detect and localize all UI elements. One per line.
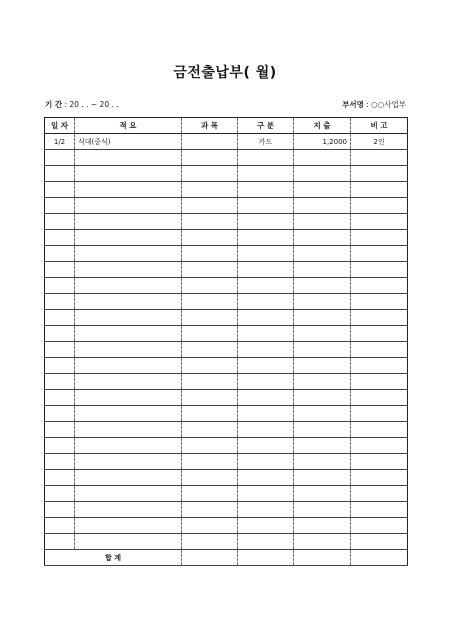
cell-expense[interactable] bbox=[294, 486, 351, 502]
cell-date[interactable] bbox=[45, 342, 75, 358]
cell-remarks[interactable]: 2인 bbox=[351, 134, 408, 150]
cell-date[interactable] bbox=[45, 294, 75, 310]
cell-category[interactable] bbox=[238, 182, 294, 198]
table-row bbox=[45, 166, 408, 182]
cell-remarks[interactable] bbox=[351, 486, 408, 502]
cell-expense[interactable] bbox=[294, 326, 351, 342]
cell-category[interactable] bbox=[238, 198, 294, 214]
total-cell bbox=[351, 550, 408, 566]
cell-category[interactable] bbox=[238, 374, 294, 390]
cell-date[interactable] bbox=[45, 438, 75, 454]
cell-date[interactable] bbox=[45, 230, 75, 246]
cell-remarks[interactable] bbox=[351, 470, 408, 486]
cell-description[interactable] bbox=[75, 294, 182, 310]
cell-date[interactable] bbox=[45, 246, 75, 262]
table-row bbox=[45, 358, 408, 374]
cell-description[interactable] bbox=[75, 342, 182, 358]
cell-remarks[interactable] bbox=[351, 406, 408, 422]
cell-description[interactable] bbox=[75, 470, 182, 486]
cell-category[interactable] bbox=[238, 166, 294, 182]
cell-description[interactable] bbox=[75, 214, 182, 230]
cell-account[interactable] bbox=[182, 374, 238, 390]
table-row bbox=[45, 374, 408, 390]
table-row bbox=[45, 422, 408, 438]
cell-expense[interactable] bbox=[294, 406, 351, 422]
table-row bbox=[45, 134, 408, 150]
cell-category[interactable] bbox=[238, 342, 294, 358]
cell-category[interactable] bbox=[238, 470, 294, 486]
cell-remarks[interactable] bbox=[351, 310, 408, 326]
header-expense: 지 출 bbox=[294, 118, 351, 134]
cell-remarks[interactable] bbox=[351, 150, 408, 166]
cell-account[interactable] bbox=[182, 390, 238, 406]
cell-date[interactable] bbox=[45, 454, 75, 470]
cell-category[interactable] bbox=[238, 278, 294, 294]
cell-expense[interactable] bbox=[294, 214, 351, 230]
cell-date[interactable] bbox=[45, 502, 75, 518]
total-cell bbox=[182, 550, 238, 566]
cell-expense[interactable] bbox=[294, 534, 351, 550]
cell-description[interactable] bbox=[75, 166, 182, 182]
cell-remarks[interactable] bbox=[351, 166, 408, 182]
cell-remarks[interactable] bbox=[351, 342, 408, 358]
cell-date[interactable] bbox=[45, 486, 75, 502]
cell-category[interactable] bbox=[238, 262, 294, 278]
cell-category[interactable] bbox=[238, 454, 294, 470]
cell-description[interactable] bbox=[75, 406, 182, 422]
cell-description[interactable] bbox=[75, 374, 182, 390]
department-label: 부서명 bbox=[342, 100, 364, 109]
cell-account[interactable] bbox=[182, 246, 238, 262]
cell-category[interactable] bbox=[238, 438, 294, 454]
table-row bbox=[45, 342, 408, 358]
cell-account[interactable] bbox=[182, 166, 238, 182]
table-row bbox=[45, 262, 408, 278]
cell-expense[interactable] bbox=[294, 262, 351, 278]
cell-remarks[interactable] bbox=[351, 534, 408, 550]
cell-expense[interactable] bbox=[294, 182, 351, 198]
cell-description[interactable] bbox=[75, 422, 182, 438]
cell-date[interactable] bbox=[45, 374, 75, 390]
table-row bbox=[45, 518, 408, 534]
cell-expense[interactable]: 1,2000 bbox=[294, 134, 351, 150]
cell-description[interactable] bbox=[75, 358, 182, 374]
header-account: 과 목 bbox=[182, 118, 238, 134]
cell-date[interactable] bbox=[45, 406, 75, 422]
cell-description[interactable] bbox=[75, 486, 182, 502]
cell-category[interactable] bbox=[238, 310, 294, 326]
cell-account[interactable] bbox=[182, 342, 238, 358]
cell-remarks[interactable] bbox=[351, 262, 408, 278]
cell-category[interactable] bbox=[238, 294, 294, 310]
cell-category[interactable] bbox=[238, 486, 294, 502]
cell-remarks[interactable] bbox=[351, 518, 408, 534]
cell-account[interactable] bbox=[182, 454, 238, 470]
cell-expense[interactable] bbox=[294, 246, 351, 262]
total-row bbox=[45, 550, 408, 566]
cell-category[interactable] bbox=[238, 518, 294, 534]
cell-description[interactable]: 식대(중식) bbox=[75, 134, 182, 150]
cell-expense[interactable] bbox=[294, 438, 351, 454]
cell-description[interactable] bbox=[75, 326, 182, 342]
table-row bbox=[45, 454, 408, 470]
cell-expense[interactable] bbox=[294, 470, 351, 486]
cell-category[interactable] bbox=[238, 534, 294, 550]
cell-category[interactable] bbox=[238, 150, 294, 166]
cell-account[interactable] bbox=[182, 486, 238, 502]
cell-description[interactable] bbox=[75, 454, 182, 470]
table-row bbox=[45, 470, 408, 486]
cell-date[interactable] bbox=[45, 310, 75, 326]
cell-remarks[interactable] bbox=[351, 198, 408, 214]
cell-description[interactable] bbox=[75, 278, 182, 294]
department-value: : ○○사업부 bbox=[366, 100, 406, 109]
period-field bbox=[45, 99, 119, 110]
cell-expense[interactable] bbox=[294, 502, 351, 518]
cell-date[interactable] bbox=[45, 182, 75, 198]
cell-expense[interactable] bbox=[294, 150, 351, 166]
table-row bbox=[45, 198, 408, 214]
cell-date[interactable] bbox=[45, 198, 75, 214]
cell-account[interactable] bbox=[182, 470, 238, 486]
table-row bbox=[45, 246, 408, 262]
cell-date[interactable] bbox=[45, 278, 75, 294]
cell-expense[interactable] bbox=[294, 518, 351, 534]
cell-account[interactable] bbox=[182, 534, 238, 550]
cell-category[interactable] bbox=[238, 390, 294, 406]
cell-category[interactable] bbox=[238, 326, 294, 342]
cell-remarks[interactable] bbox=[351, 374, 408, 390]
cell-expense[interactable] bbox=[294, 422, 351, 438]
cell-date[interactable] bbox=[45, 326, 75, 342]
header-remarks: 비 고 bbox=[351, 118, 408, 134]
cell-category[interactable] bbox=[238, 214, 294, 230]
document-title: 금전출납부( 월) bbox=[173, 65, 277, 81]
cell-description[interactable] bbox=[75, 262, 182, 278]
cell-remarks[interactable] bbox=[351, 278, 408, 294]
ledger-body bbox=[45, 134, 408, 550]
cell-remarks[interactable] bbox=[351, 230, 408, 246]
cell-expense[interactable] bbox=[294, 278, 351, 294]
ledger-table bbox=[44, 117, 408, 566]
cell-remarks[interactable] bbox=[351, 358, 408, 374]
cell-expense[interactable] bbox=[294, 342, 351, 358]
cell-description[interactable] bbox=[75, 502, 182, 518]
period-label: 기 간 bbox=[45, 100, 63, 109]
cell-account[interactable] bbox=[182, 358, 238, 374]
table-row bbox=[45, 406, 408, 422]
cell-remarks[interactable] bbox=[351, 390, 408, 406]
cell-account[interactable] bbox=[182, 310, 238, 326]
cell-remarks[interactable] bbox=[351, 294, 408, 310]
cell-remarks[interactable] bbox=[351, 246, 408, 262]
cell-remarks[interactable] bbox=[351, 326, 408, 342]
cell-account[interactable] bbox=[182, 262, 238, 278]
cell-date[interactable] bbox=[45, 166, 75, 182]
header-description: 적 요 bbox=[75, 118, 182, 134]
ledger-header-row bbox=[45, 118, 408, 134]
cell-date[interactable] bbox=[45, 214, 75, 230]
cell-description[interactable] bbox=[75, 438, 182, 454]
cell-category[interactable] bbox=[238, 246, 294, 262]
table-row bbox=[45, 182, 408, 198]
table-row bbox=[45, 534, 408, 550]
cell-remarks[interactable] bbox=[351, 438, 408, 454]
cell-description[interactable] bbox=[75, 150, 182, 166]
cell-date[interactable] bbox=[45, 390, 75, 406]
cell-date[interactable] bbox=[45, 534, 75, 550]
cell-description[interactable] bbox=[75, 390, 182, 406]
cell-description[interactable] bbox=[75, 310, 182, 326]
table-row bbox=[45, 486, 408, 502]
table-row bbox=[45, 326, 408, 342]
cell-date[interactable] bbox=[45, 358, 75, 374]
cell-category[interactable] bbox=[238, 358, 294, 374]
cell-account[interactable] bbox=[182, 438, 238, 454]
cell-expense[interactable] bbox=[294, 198, 351, 214]
cell-account[interactable] bbox=[182, 422, 238, 438]
cell-date[interactable] bbox=[45, 150, 75, 166]
total-label: 합 계 bbox=[45, 550, 182, 566]
cell-description[interactable] bbox=[75, 182, 182, 198]
table-row bbox=[45, 150, 408, 166]
cell-account[interactable] bbox=[182, 326, 238, 342]
cell-remarks[interactable] bbox=[351, 214, 408, 230]
table-row bbox=[45, 230, 408, 246]
department-field bbox=[342, 99, 406, 110]
cell-date[interactable] bbox=[45, 470, 75, 486]
cell-category[interactable] bbox=[238, 230, 294, 246]
cell-date[interactable] bbox=[45, 262, 75, 278]
cell-account[interactable] bbox=[182, 502, 238, 518]
cell-remarks[interactable] bbox=[351, 502, 408, 518]
cell-expense[interactable] bbox=[294, 166, 351, 182]
header-category: 구 분 bbox=[238, 118, 294, 134]
cell-description[interactable] bbox=[75, 230, 182, 246]
cell-account[interactable] bbox=[182, 198, 238, 214]
cell-account[interactable] bbox=[182, 230, 238, 246]
cell-category[interactable]: 카드 bbox=[238, 134, 294, 150]
table-row bbox=[45, 502, 408, 518]
cell-category[interactable] bbox=[238, 406, 294, 422]
cell-account[interactable] bbox=[182, 150, 238, 166]
table-row bbox=[45, 438, 408, 454]
cell-expense[interactable] bbox=[294, 358, 351, 374]
cell-category[interactable] bbox=[238, 502, 294, 518]
table-row bbox=[45, 294, 408, 310]
cell-date[interactable]: 1/2 bbox=[45, 134, 75, 150]
cell-date[interactable] bbox=[45, 518, 75, 534]
cell-description[interactable] bbox=[75, 198, 182, 214]
cell-date[interactable] bbox=[45, 422, 75, 438]
cell-description[interactable] bbox=[75, 534, 182, 550]
cell-remarks[interactable] bbox=[351, 422, 408, 438]
cell-remarks[interactable] bbox=[351, 454, 408, 470]
cell-category[interactable] bbox=[238, 422, 294, 438]
cell-expense[interactable] bbox=[294, 374, 351, 390]
cell-expense[interactable] bbox=[294, 390, 351, 406]
cell-description[interactable] bbox=[75, 246, 182, 262]
cell-account[interactable] bbox=[182, 406, 238, 422]
cell-expense[interactable] bbox=[294, 294, 351, 310]
cell-description[interactable] bbox=[75, 518, 182, 534]
cell-expense[interactable] bbox=[294, 230, 351, 246]
cell-expense[interactable] bbox=[294, 454, 351, 470]
table-row bbox=[45, 310, 408, 326]
header-date: 일 자 bbox=[45, 118, 75, 134]
cell-account[interactable] bbox=[182, 518, 238, 534]
cell-account[interactable] bbox=[182, 278, 238, 294]
table-row bbox=[45, 390, 408, 406]
table-row bbox=[45, 214, 408, 230]
cell-account[interactable] bbox=[182, 134, 238, 150]
cell-remarks[interactable] bbox=[351, 182, 408, 198]
table-row bbox=[45, 278, 408, 294]
period-value: : 20 . . ~ 20 . . bbox=[64, 100, 119, 109]
cell-account[interactable] bbox=[182, 214, 238, 230]
cell-account[interactable] bbox=[182, 182, 238, 198]
total-cell bbox=[294, 550, 351, 566]
cell-account[interactable] bbox=[182, 294, 238, 310]
cell-expense[interactable] bbox=[294, 310, 351, 326]
total-cell bbox=[238, 550, 294, 566]
